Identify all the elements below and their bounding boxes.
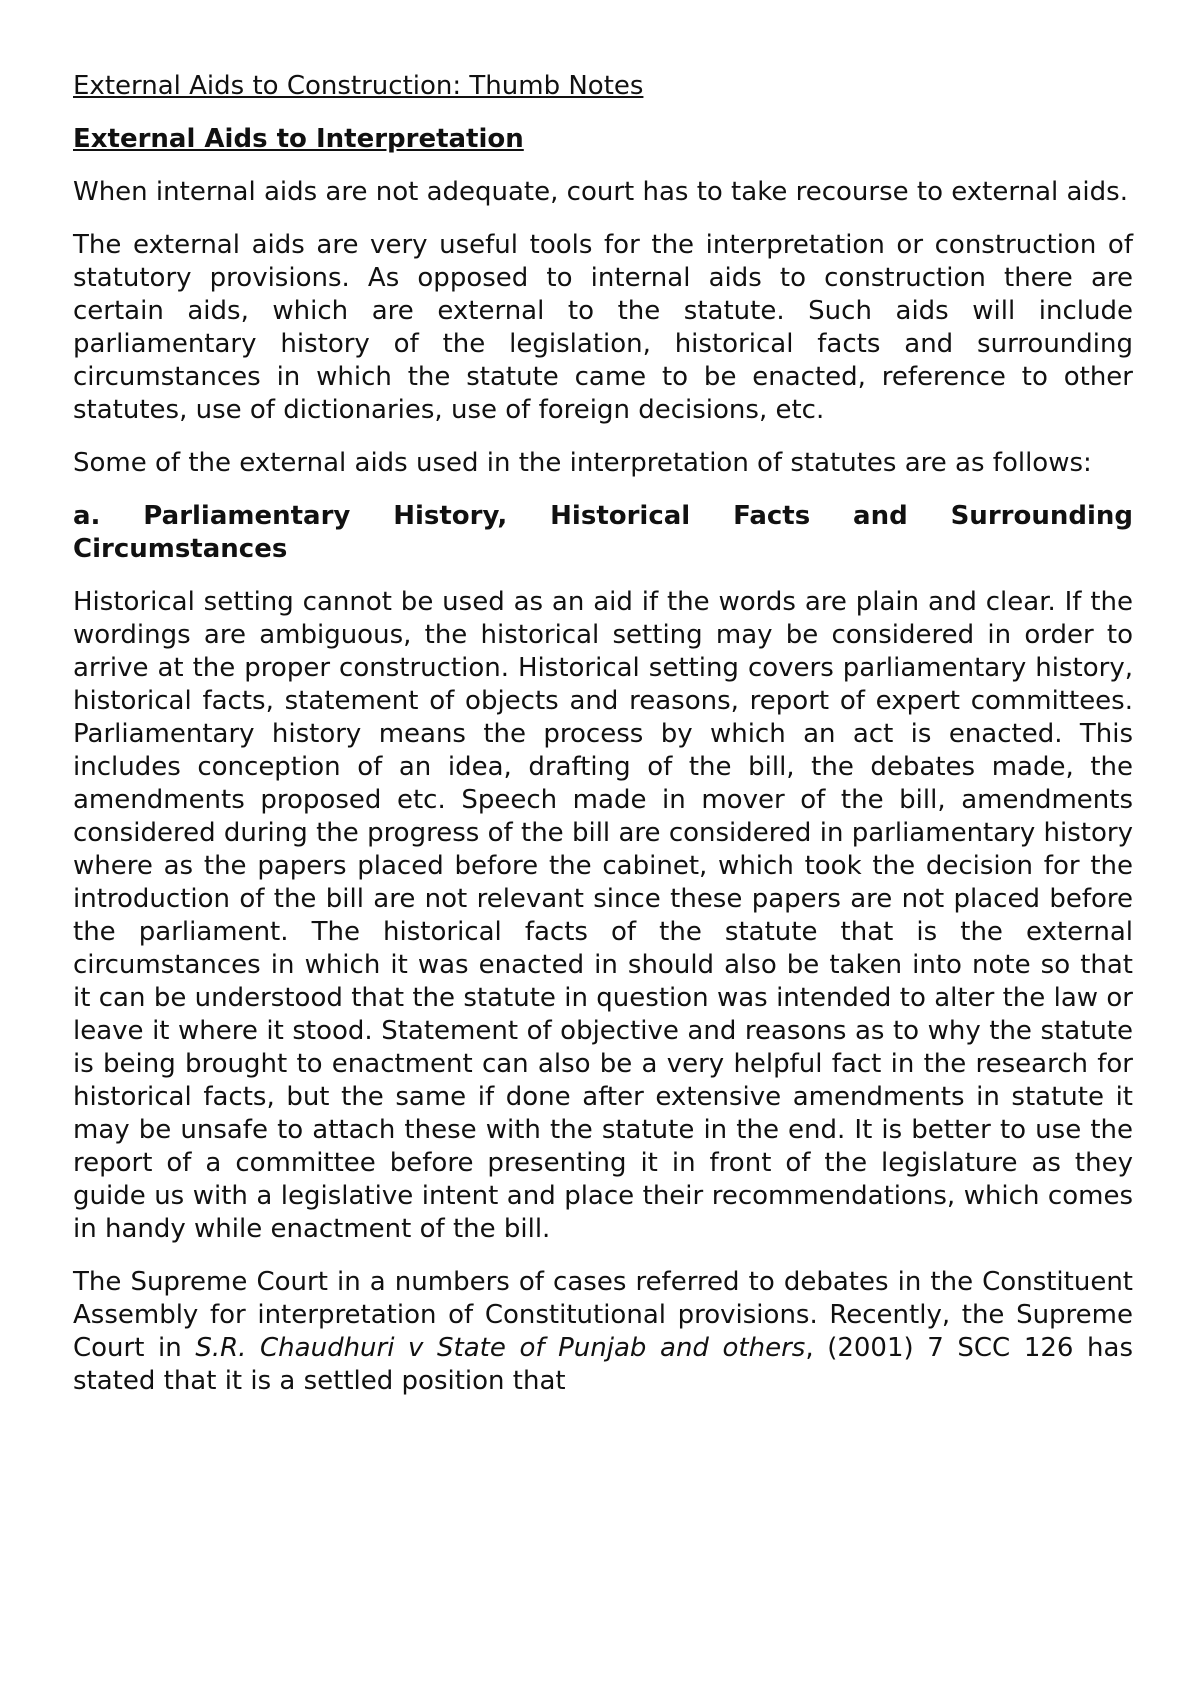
supreme-court-text-before: The Supreme Court in a numbers of cases referred to debates in the Constituent Assembly for interpretation of Constitutional provisions. Recently, the Supreme Court in [73,1267,1133,1363]
supreme-court-text-after: , (2001) 7 SCC 126 has stated that it is a settled position that [73,1333,1133,1396]
paragraph-external-aids-overview: The external aids are very useful tools for the interpretation or construction of statutory provisions. As opposed to internal aids to construction there are certain aids, which are external to the statute. Such aids will include parliamentary history of the legislation, historical facts and surrounding circumstances in which the statute came to be enacted, reference to other statutes, use of dictionaries, use of foreign decisions, etc. [73,230,1133,425]
section-title: External Aids to Interpretation [73,124,524,154]
paragraph-supreme-court [73,1266,1133,1398]
paragraph-historical-setting: Historical setting cannot be used as an aid if the words are plain and clear. If the wordings are ambiguous, the historical setting may be considered in order to arrive at the proper construction. Historical setting covers parliamentary history, historical facts, statement of objects and reasons, report of expert committees. Parliamentary history means the process by which an act is enacted. This includes conception of an idea, drafting of the bill, the debates made, the amendments proposed etc. Speech made in mover of the bill, amendments considered during the progress of the bill are considered in parliamentary history where as the papers placed before the cabinet, which took the decision for the introduction of the bill are not relevant since these papers are not placed before the parliament. The historical facts of the statute that is the external circumstances in which it was enacted in should also be taken into note so that it can be understood that the statute in question was intended to alter the law or leave it where it stood. Statement of objective and reasons as to why the statute is being brought to enactment can also be a very helpful fact in the research for historical facts, but the same if done after extensive amendments in statute it may be unsafe to attach these with the statute in the end. It is better to use the report of a committee before presenting it in front of the legislature as they guide us with a legislative intent and place their recommendations, which comes in handy while enactment of the bill. [73,587,1133,1244]
paragraph-list-intro: Some of the external aids used in the interpretation of statutes are as follows: [73,448,1092,478]
document-page [73,70,1133,1418]
paragraph-internal-aids: When internal aids are not adequate, court has to take recourse to external aids. [73,177,1128,207]
case-name: S.R. Chaudhuri v State of Punjab and others [195,1333,806,1363]
subheading-parliamentary-history: a. Parliamentary History, Historical Facts and Surrounding Circumstances [73,501,1133,564]
document-title: External Aids to Construction: Thumb Notes [73,71,644,101]
